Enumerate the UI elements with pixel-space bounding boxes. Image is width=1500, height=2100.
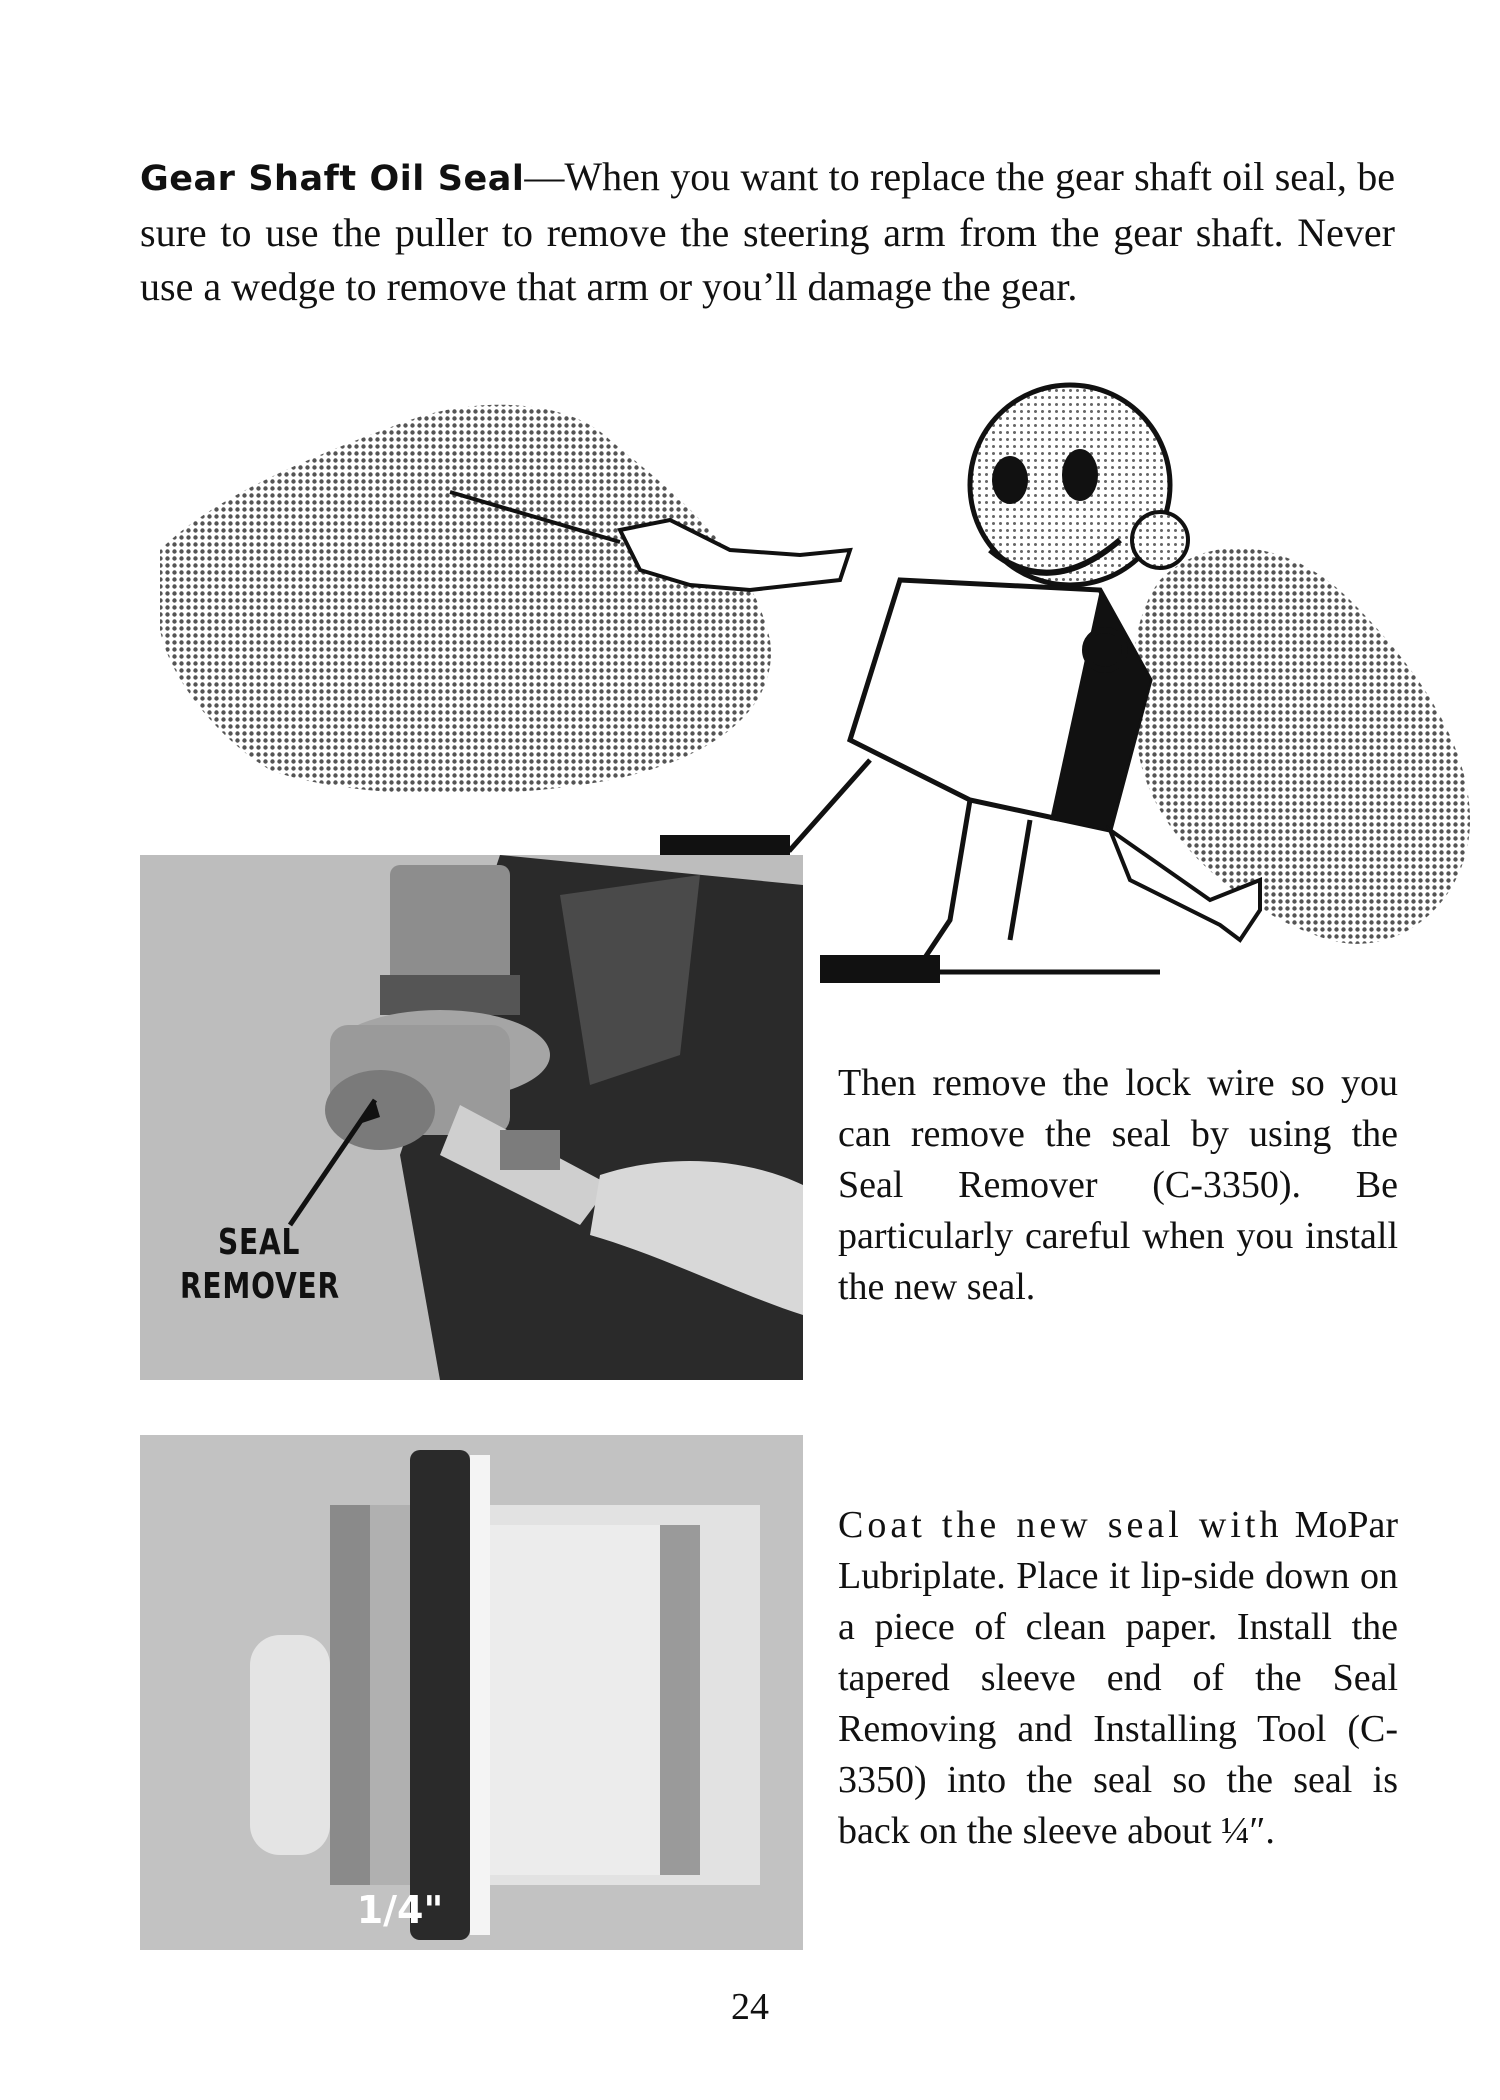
dimension-label: 1/4" xyxy=(356,1888,444,1932)
coat-seal-rest: MoPar Lubriplate. Place it lip-side down on a piece of clean paper. Install the tapered sleeve end of the Seal Removing and Installing Tool (C-3350) into the seal so the seal is back on the sleeve about ¼″. xyxy=(838,1504,1399,1852)
intro-text: When you want to replace the gear shaft oil seal, be sure to use the puller to remove the steering arm from the gear shaft. Never use a wedge to remove that arm or you’ll damage the gear. xyxy=(140,154,1395,309)
seal-label: SEAL xyxy=(218,1222,301,1263)
halftone-smudge-left xyxy=(160,405,771,794)
page-number: 24 xyxy=(731,1986,769,2028)
remover-label: REMOVER xyxy=(180,1266,340,1307)
remove-seal-paragraph: Then remove the lock wire so you can remove the seal by using the Seal Remover (C-3350). Be particularly careful when you install the new seal. xyxy=(838,1062,1398,1308)
heading-dash: — xyxy=(524,154,565,199)
section-heading: Gear Shaft Oil Seal xyxy=(140,159,525,199)
intro-paragraph xyxy=(140,150,1395,314)
coat-seal-first-line: Coat the new seal with xyxy=(838,1504,1283,1546)
coat-seal-paragraph xyxy=(838,1500,1398,1857)
seal-on-sleeve-photo xyxy=(140,1435,803,1950)
